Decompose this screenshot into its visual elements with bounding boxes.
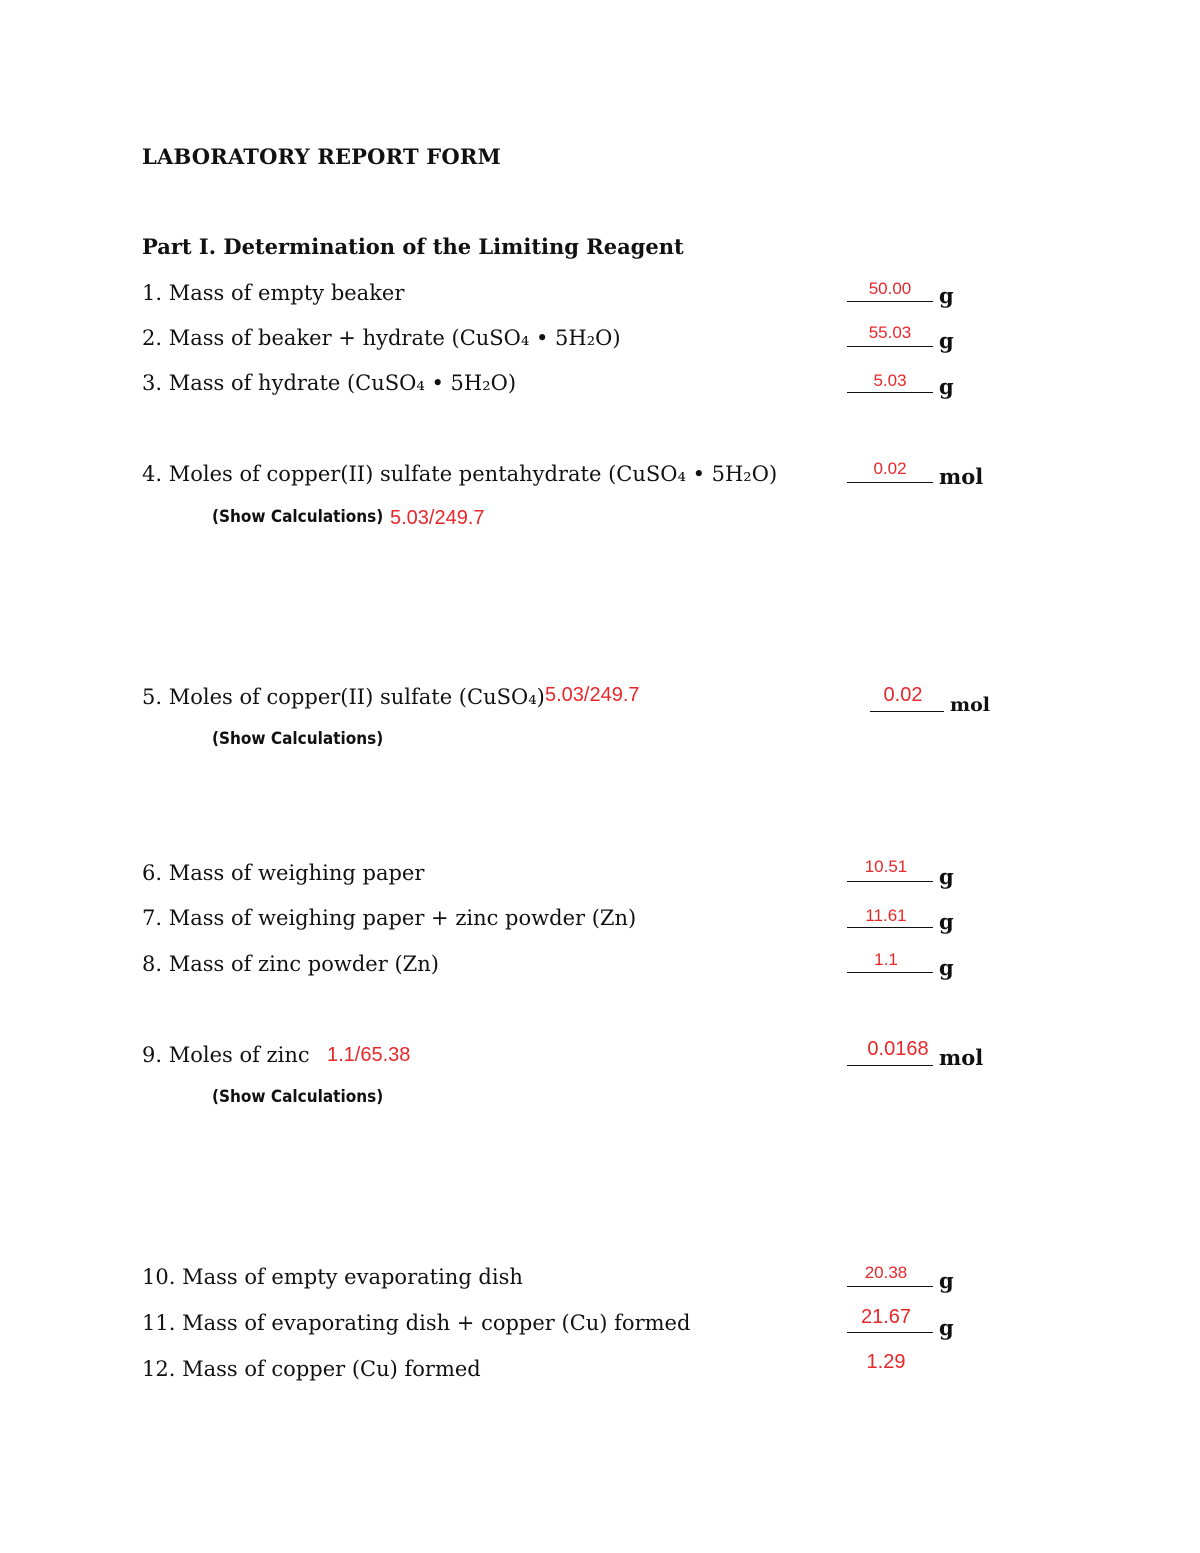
item-unit-6: g (939, 864, 954, 889)
calculation-4[interactable]: 5.03/249.7 (390, 507, 485, 529)
item-unit-5: mol (950, 694, 990, 716)
answer-line-11 (847, 1332, 933, 1333)
item-label-5: 5. Moles of copper(II) sulfate (CuSO₄) (142, 685, 545, 709)
item-value-5[interactable]: 0.02 (883, 684, 923, 706)
calculation-5[interactable]: 5.03/249.7 (545, 684, 640, 706)
calculation-9[interactable]: 1.1/65.38 (327, 1044, 411, 1066)
item-label-4: 4. Moles of copper(II) sulfate pentahydrate (CuSO₄ • 5H₂O) (142, 462, 778, 486)
part-heading: Part I. Determination of the Limiting Reagent (142, 234, 684, 259)
answer-line-1 (847, 301, 933, 302)
item-value-3[interactable]: 5.03 (873, 371, 907, 390)
item-label-10: 10. Mass of empty evaporating dish (142, 1265, 523, 1289)
item-value-10[interactable]: 20.38 (864, 1263, 908, 1282)
item-value-8[interactable]: 1.1 (874, 950, 898, 969)
item-unit-11: g (939, 1315, 954, 1340)
item-value-6[interactable]: 10.51 (864, 857, 908, 876)
show-calculations-label: (Show Calculations) (212, 507, 384, 527)
answer-line-2 (847, 346, 933, 347)
item-label-9: 9. Moles of zinc (142, 1043, 310, 1067)
item-unit-9: mol (939, 1045, 984, 1070)
answer-line-4 (847, 482, 933, 483)
item-value-9[interactable]: 0.0168 (867, 1038, 929, 1060)
item-unit-3: g (939, 374, 954, 399)
answer-line-6 (847, 881, 933, 882)
answer-line-5 (870, 711, 944, 712)
answer-line-3 (847, 392, 933, 393)
show-calculations-label: (Show Calculations) (212, 1087, 384, 1107)
item-unit-8: g (939, 955, 954, 980)
item-label-8: 8. Mass of zinc powder (Zn) (142, 952, 439, 976)
item-unit-10: g (939, 1268, 954, 1293)
item-unit-4: mol (939, 464, 984, 489)
item-label-3: 3. Mass of hydrate (CuSO₄ • 5H₂O) (142, 371, 517, 395)
answer-line-8 (847, 972, 933, 973)
item-value-1[interactable]: 50.00 (868, 279, 912, 298)
item-label-2: 2. Mass of beaker + hydrate (CuSO₄ • 5H₂O) (142, 326, 621, 350)
item-label-11: 11. Mass of evaporating dish + copper (Cu) formed (142, 1311, 691, 1335)
report-title: LABORATORY REPORT FORM (142, 144, 501, 169)
item-label-12: 12. Mass of copper (Cu) formed (142, 1357, 481, 1381)
item-value-12[interactable]: 1.29 (866, 1351, 906, 1373)
item-unit-7: g (939, 909, 954, 934)
item-value-2[interactable]: 55.03 (868, 323, 912, 342)
answer-line-7 (847, 927, 933, 928)
answer-line-10 (847, 1286, 933, 1287)
show-calculations-label: (Show Calculations) (212, 729, 384, 749)
item-label-6: 6. Mass of weighing paper (142, 861, 425, 885)
item-label-7: 7. Mass of weighing paper + zinc powder (Zn) (142, 906, 637, 930)
item-value-7[interactable]: 11.61 (865, 906, 907, 925)
item-value-11[interactable]: 21.67 (860, 1306, 912, 1328)
item-label-1: 1. Mass of empty beaker (142, 281, 405, 305)
answer-line-9 (847, 1065, 933, 1066)
item-unit-2: g (939, 328, 954, 353)
item-value-4[interactable]: 0.02 (873, 459, 907, 478)
item-unit-1: g (939, 283, 954, 308)
